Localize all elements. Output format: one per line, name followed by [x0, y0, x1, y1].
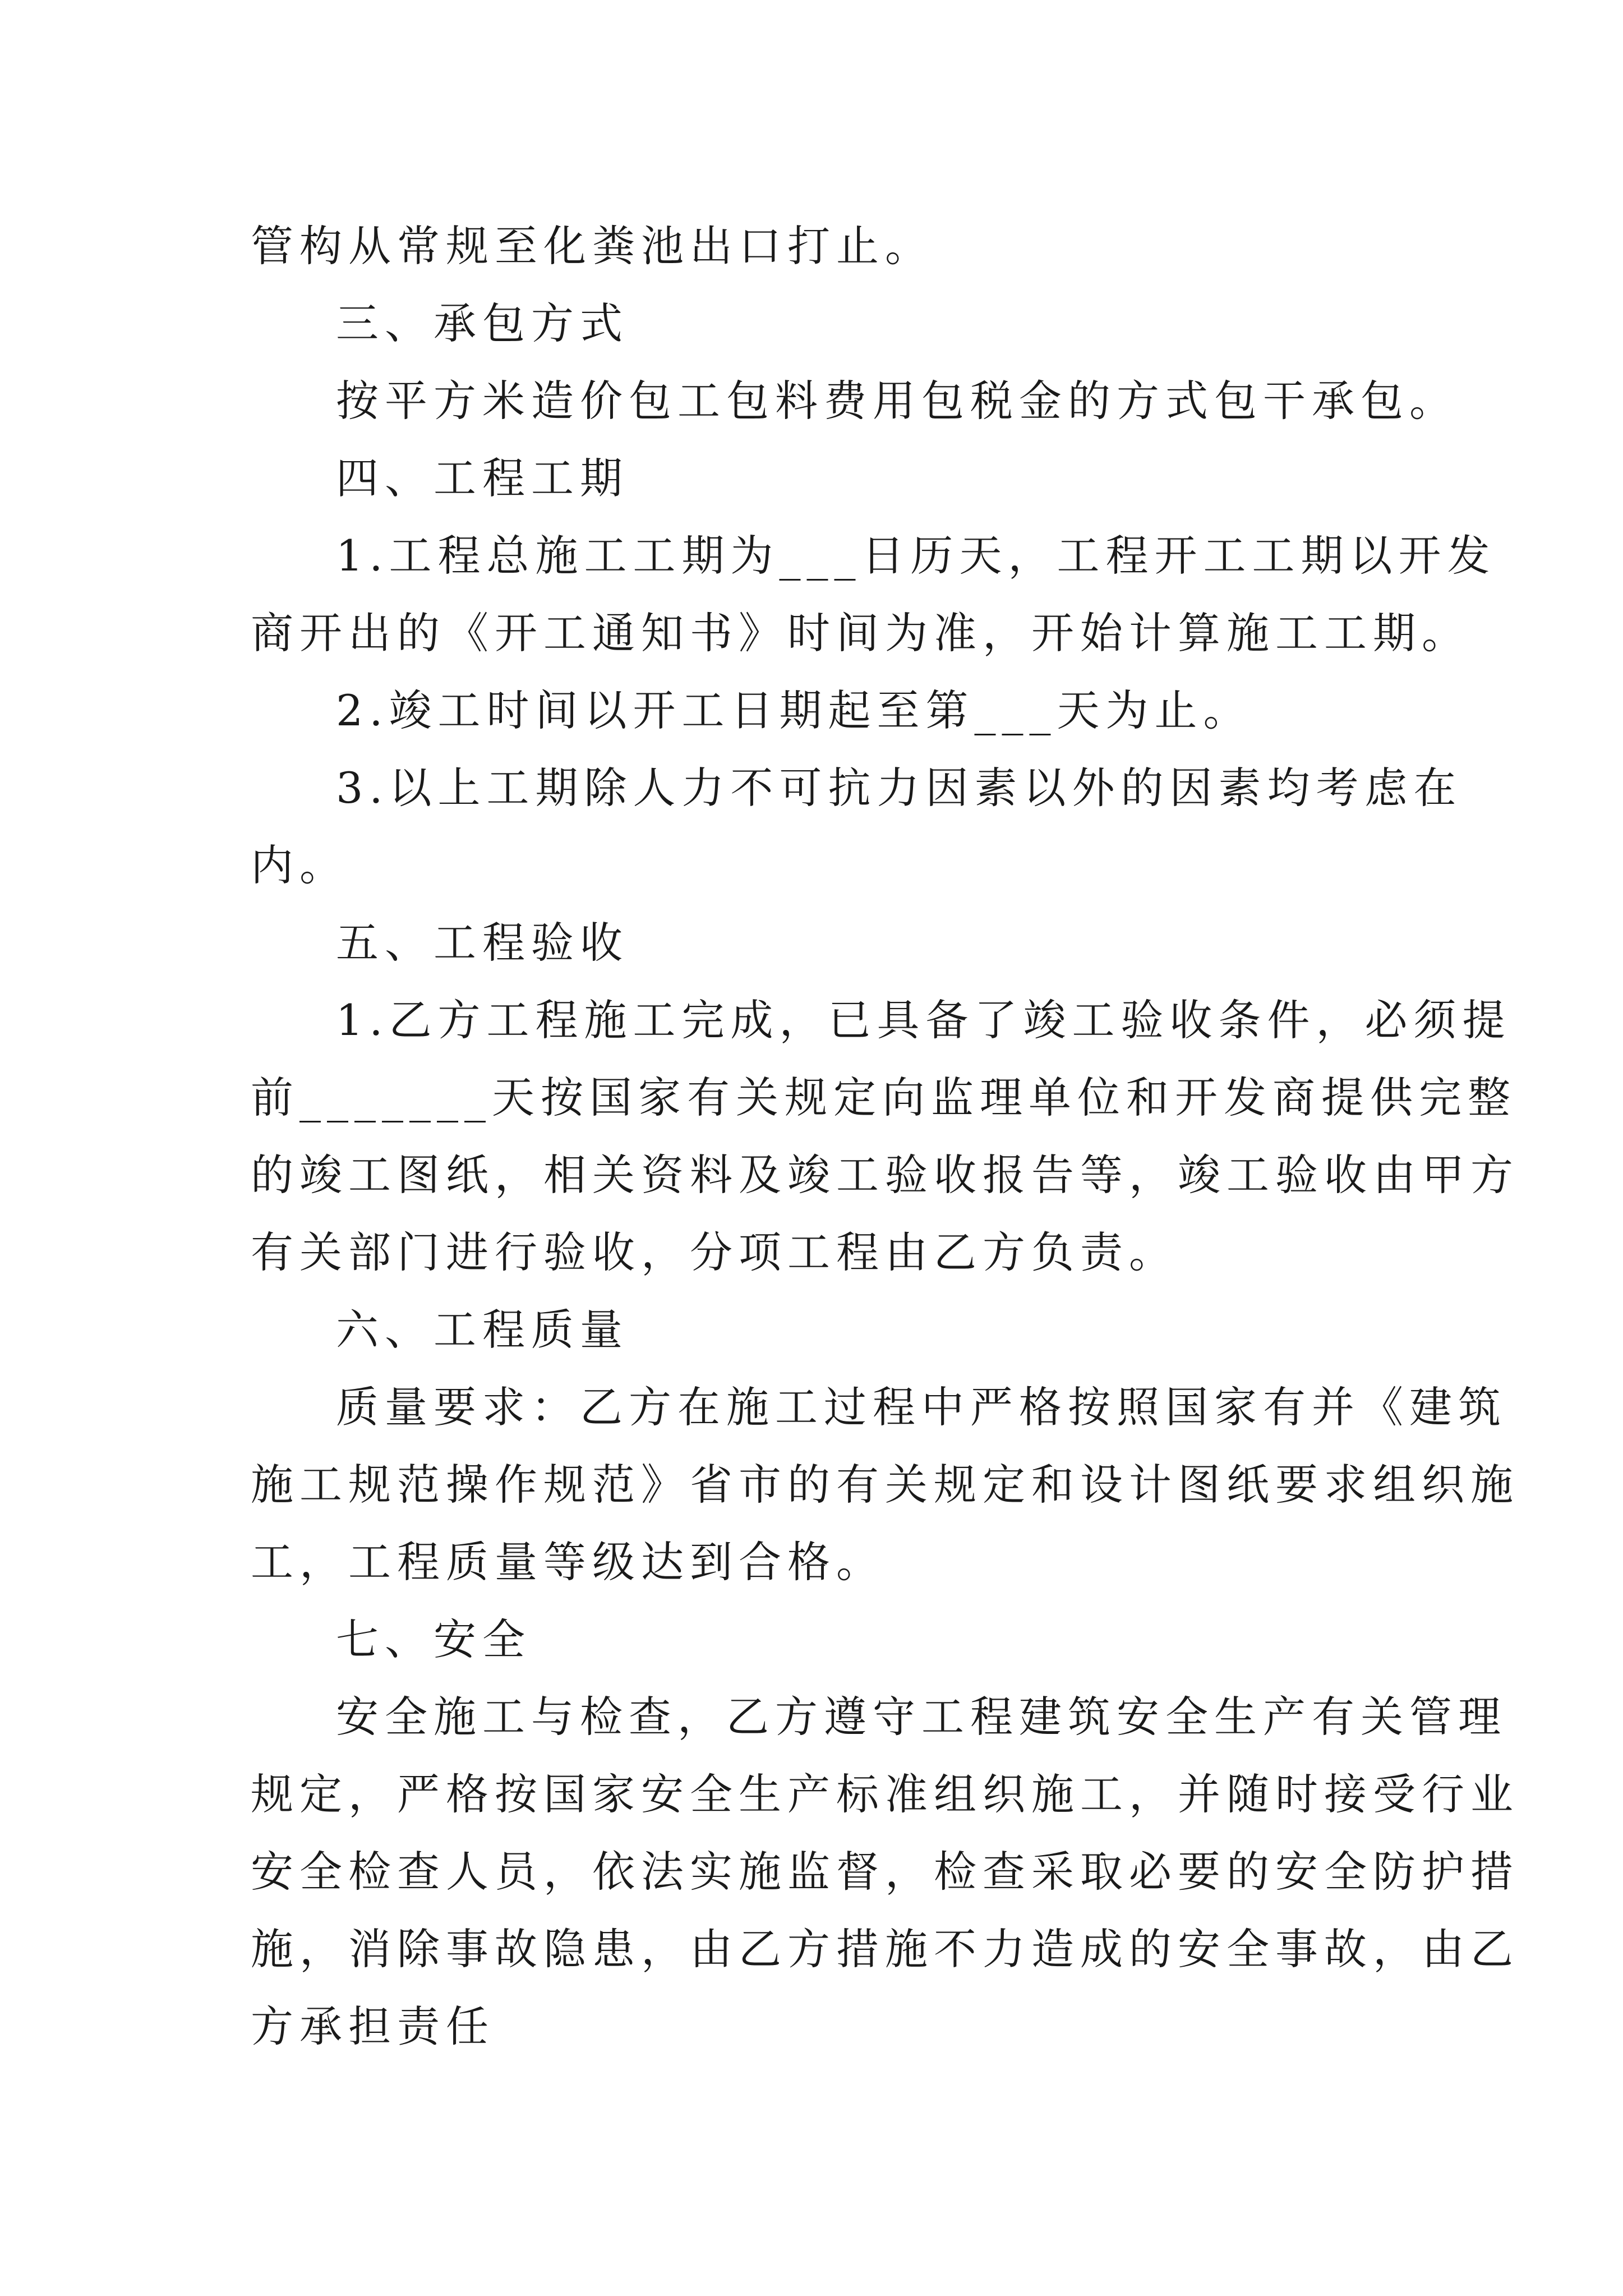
- section-heading-quality: 六、工程质量: [336, 1305, 629, 1355]
- paragraph-line: 方承担责任: [251, 2001, 495, 2051]
- paragraph-line: 按平方米造价包工包料费用包税金的方式包干承包。: [336, 376, 1458, 426]
- paragraph-line: 安全检查人员，依法实施监督，检查采取必要的安全防护措: [251, 1847, 1519, 1897]
- section-heading-safety: 七、安全: [336, 1614, 531, 1664]
- paragraph-line: 内。: [251, 840, 348, 890]
- section-heading-contract-method: 三、承包方式: [336, 298, 629, 348]
- paragraph-line: 施工规范操作规范》省市的有关规定和设计图纸要求组织施: [251, 1460, 1519, 1510]
- paragraph-line: 3.以上工期除人力不可抗力因素以外的因素均考虑在: [336, 763, 1463, 813]
- paragraph-line: 施，消除事故隐患，由乙方措施不力造成的安全事故，由乙: [251, 1924, 1519, 1974]
- paragraph-line: 2.竣工时间以开工日期起至第___天为止。: [336, 685, 1252, 735]
- document-body: [251, 208, 1519, 2065]
- paragraph-line: 的竣工图纸，相关资料及竣工验收报告等，竣工验收由甲方: [251, 1150, 1519, 1200]
- paragraph-line: 前_______天按国家有关规定向监理单位和开发商提供完整: [251, 1073, 1516, 1122]
- paragraph-line: 质量要求：乙方在施工过程中严格按照国家有并《建筑: [336, 1382, 1507, 1432]
- section-heading-schedule: 四、工程工期: [336, 453, 629, 503]
- paragraph-line: 工，工程质量等级达到合格。: [251, 1537, 885, 1587]
- paragraph-line: 有关部门进行验收，分项工程由乙方负责。: [251, 1227, 1178, 1277]
- paragraph-line: 管构从常规至化粪池出口打止。: [251, 221, 934, 271]
- paragraph-line: 1.乙方工程施工完成，已具备了竣工验收条件，必须提: [336, 995, 1511, 1045]
- paragraph-line: 规定，严格按国家安全生产标准组织施工，并随时接受行业: [251, 1769, 1519, 1819]
- paragraph-line: 商开出的《开工通知书》时间为准，开始计算施工工期。: [251, 608, 1470, 658]
- section-heading-acceptance: 五、工程验收: [336, 918, 629, 968]
- paragraph-line: 安全施工与检查，乙方遵守工程建筑安全生产有关管理: [336, 1692, 1507, 1742]
- paragraph-line: 1.工程总施工工期为___日历天，工程开工工期以开发: [336, 531, 1496, 581]
